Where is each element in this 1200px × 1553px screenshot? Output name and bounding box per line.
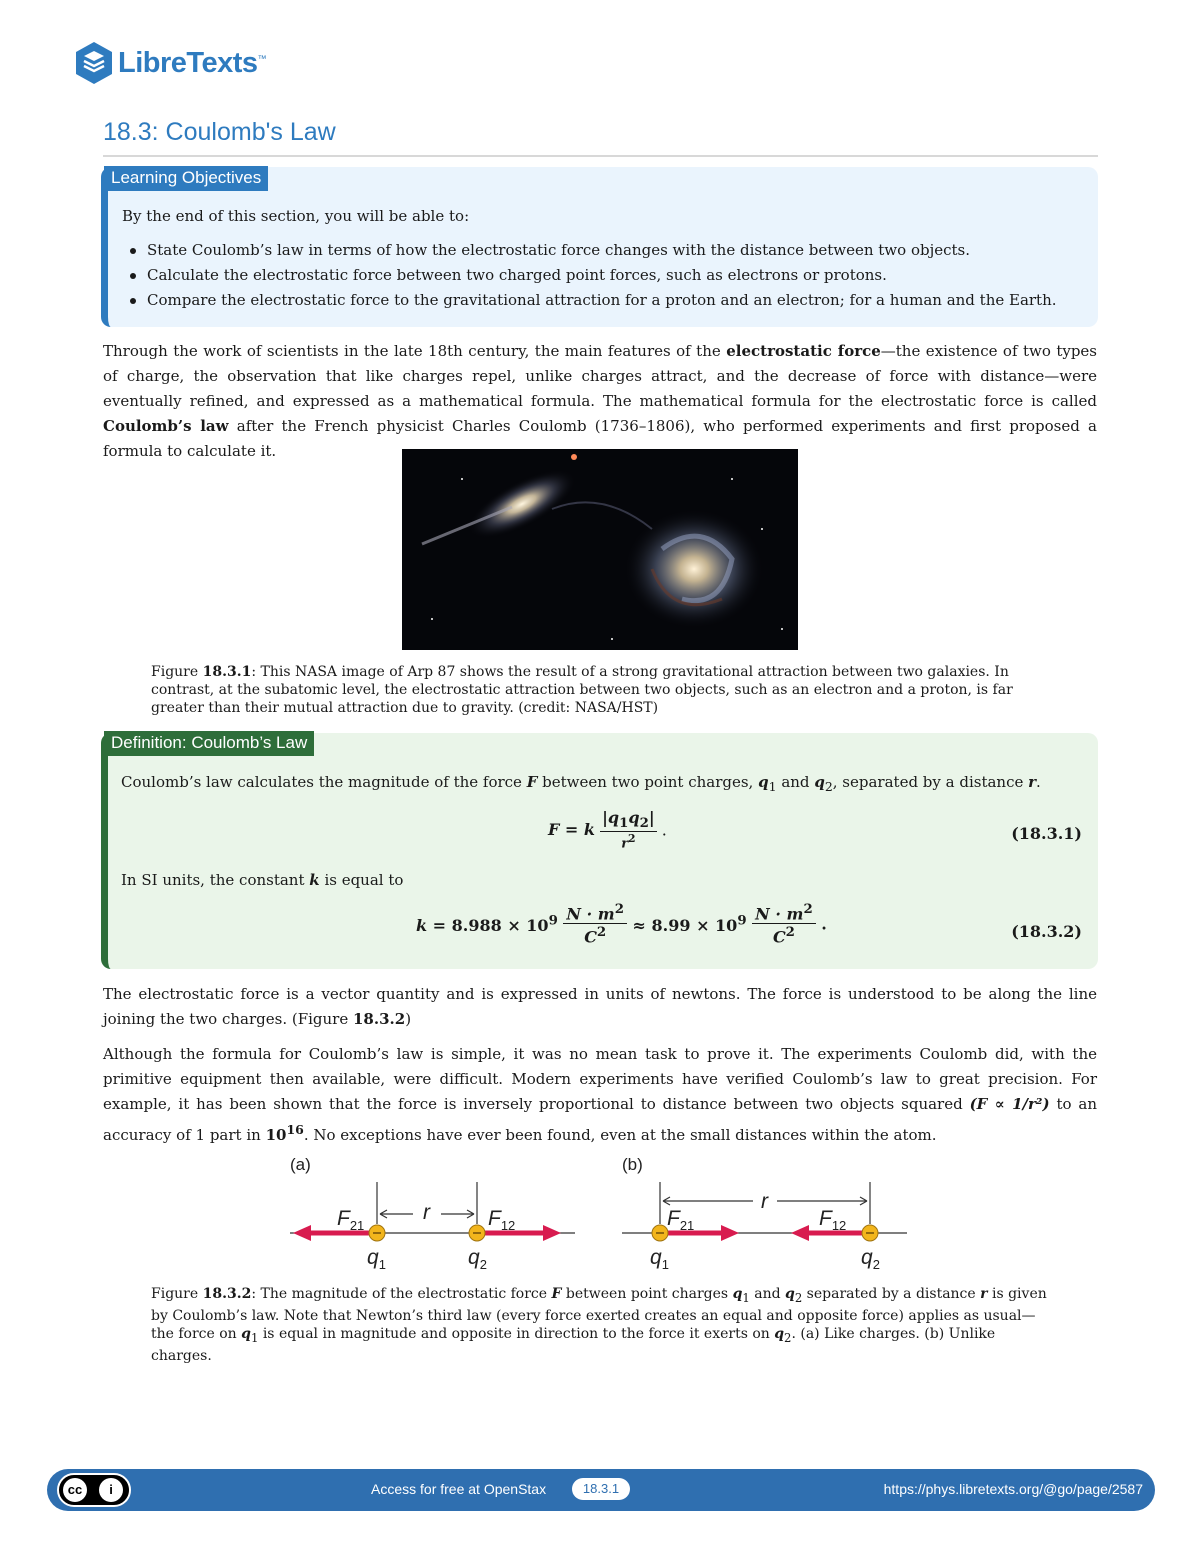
libretexts-logo-icon	[74, 40, 114, 86]
label-q1-b: $q_1$	[650, 1246, 669, 1272]
figure-2-caption: Figure 18.3.2: The magnitude of the electrostatic force F between point charges $q_1$ and $q_2$ separated by a distance r is given by Coulomb’s law. Note that Newton’s third law (every force exerted creates an equal and opposite force) applies as usual—the force on $q_1$ is equal in magnitude and opposite in direction to the force it exerts on $q_2$. (a) Like charges. (b) Unlike charges.	[151, 1286, 1047, 1364]
figure-2-diagram	[285, 1152, 915, 1282]
list-item: Compare the electrostatic force to the gravitational attraction for a proton and an electron; for a human and the Earth.	[122, 291, 1057, 316]
label-q1-a: $q_1$	[367, 1246, 386, 1272]
page-footer	[47, 1469, 1155, 1511]
learning-objectives-box	[101, 167, 1098, 327]
creative-commons-badge[interactable]	[57, 1473, 131, 1507]
panel-b-label: (b)	[622, 1155, 643, 1174]
page-title: 18.3: Coulomb's Law	[103, 118, 336, 146]
label-f12-a: $F_{12}$	[488, 1207, 516, 1233]
equation-number-1: (18.3.1)	[1011, 824, 1082, 843]
term-coulombs-law: Coulomb’s law	[103, 417, 229, 435]
force-arrowhead-f21-b	[721, 1225, 739, 1241]
label-q2-a: $q_2$	[468, 1246, 487, 1272]
label-q2-b: $q_2$	[861, 1246, 880, 1272]
learning-objectives-intro: By the end of this section, you will be able to:	[122, 207, 470, 225]
proof-paragraph: Although the formula for Coulomb’s law is simple, it was no mean task to prove it. The experiments Coulomb did, with the primitive equipment then available, were difficult. Modern experiments have verified Coulomb’s law to great precision. For example, it has been shown that the force is inversely proportional to distance between two objects squared (F ∝ 1/r²) to an accuracy of 1 part in $10^{16}$. No exceptions have ever been found, even at the small distances within the atom.	[103, 1045, 1097, 1144]
intro-paragraph: Through the work of scientists in the late 18th century, the main features of the electrostatic force—the existence of two types of charge, the observation that like charges repel, unlike charges attract, and the decrease of force with distance—were eventually refined, and expressed as a mathematical formula. The mathematical formula for the electrostatic force is called Coulomb’s law after the French physicist Charles Coulomb (1736–1806), who performed experiments and first proposed a formula to calculate it.	[103, 342, 1097, 460]
cc-icon: cc	[63, 1478, 87, 1502]
equation-number-2: (18.3.2)	[1011, 922, 1082, 941]
equation-18-3-1: F = k $|q_1q_2|$ $r^2$ .	[548, 808, 667, 852]
si-units-sentence: In SI units, the constant k is equal to	[121, 871, 404, 889]
list-item: Calculate the electrostatic force between two charged point forces, such as electrons or protons.	[122, 266, 1057, 291]
force-arrowhead-f12-b	[791, 1225, 809, 1241]
definition-label: Definition: Coulomb’s Law	[104, 731, 314, 756]
force-arrowhead-f21-a	[293, 1225, 311, 1241]
label-f12-b: $F_{12}$	[819, 1207, 847, 1233]
force-arrowhead-f12-a	[543, 1225, 561, 1241]
list-item: State Coulomb’s law in terms of how the electrostatic force changes with the distance between two objects.	[122, 241, 1057, 266]
galaxy-image-arp87	[402, 449, 798, 650]
learning-objectives-list	[122, 241, 1057, 316]
page-url-link[interactable]: https://phys.libretexts.org/@go/page/2587	[883, 1481, 1143, 1497]
label-f21-a: $F_{21}$	[337, 1207, 365, 1233]
logo-wordmark: LibreTexts™	[118, 46, 267, 79]
title-divider	[103, 155, 1098, 157]
label-f21-b: $F_{21}$	[667, 1207, 695, 1233]
vector-paragraph: The electrostatic force is a vector quantity and is expressed in units of newtons. The force is understood to be along the line joining the two charges. (Figure 18.3.2)	[103, 985, 1097, 1028]
panel-b-r-arrow-right	[777, 1197, 867, 1205]
attribution-icon: i	[99, 1478, 123, 1502]
definition-sentence: Coulomb’s law calculates the magnitude of the force F between two point charges, $q_1$ and $q_2$, separated by a distance r.	[121, 773, 1041, 794]
page-number: 18.3.1	[572, 1478, 630, 1500]
panel-a-r-arrow-right	[441, 1210, 474, 1218]
definition-box	[101, 733, 1098, 969]
panel-a-label: (a)	[290, 1155, 311, 1174]
label-r-a: r	[423, 1201, 430, 1224]
learning-objectives-label: Learning Objectives	[104, 166, 268, 191]
figure-1-caption: Figure 18.3.1: This NASA image of Arp 87 shows the result of a strong gravitational attraction between two galaxies. In contrast, at the subatomic level, the electrostatic attraction between two objects, such as an electron and a proton, is far greater than their mutual attraction due to gravity. (credit: NASA/HST)	[151, 664, 1013, 716]
term-electrostatic-force: electrostatic force	[726, 342, 881, 360]
access-text: Access for free at OpenStax	[371, 1481, 547, 1497]
figure-ref-link[interactable]: 18.3.2	[353, 1010, 406, 1028]
panel-b-r-arrow-left	[663, 1197, 753, 1205]
libretexts-logo[interactable]	[74, 40, 266, 86]
label-r-b: r	[761, 1190, 768, 1213]
equation-18-3-2: $k = 8.988 \times 10^9$ $\frac{N \cdot m^2}{C^2}$ ≈ $8.99 \times 10^9$ $\frac{N \cdot m^2}{C^2}$ .	[416, 901, 827, 947]
panel-a-r-arrow-left	[380, 1210, 413, 1218]
